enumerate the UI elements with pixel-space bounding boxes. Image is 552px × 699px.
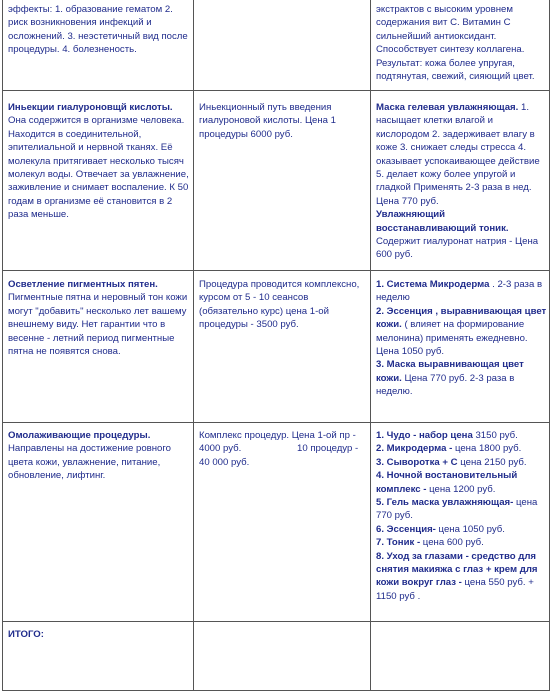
list-item-price: цена 550 руб. + 1150 руб . (376, 577, 534, 602)
row3-col1-cell (8, 429, 190, 619)
list-item (376, 442, 548, 455)
gel-mask-title: Маска гелевая увлажняющая. (376, 102, 519, 113)
list-item-title: 4. Ночной востановительный комплекс - (376, 470, 518, 495)
pigment-item-1-text: . 2-3 раза в неделю (376, 279, 543, 304)
list-item-title: 6. Эссенция- (376, 523, 436, 535)
row0-vitamin-c-text: экстрактов с высоким уровнем содержания вит С. Витамин С сильнейший антиоксидант. Способствует синтезу коллагена. Результат: кожа более упругая, подтянутая, свежий, сияющий цвет. (376, 4, 535, 83)
total-label: ИТОГО: (8, 629, 44, 640)
table-row-divider-2 (2, 270, 550, 271)
list-item-price: цена 2150 руб. (457, 456, 527, 468)
pigment-item-3-title: 3. Маска выравнивающая цвет кожи. (376, 359, 524, 384)
row4-col2-cell (199, 628, 367, 688)
row1-col2-cell (199, 101, 367, 267)
row2-col3-cell (376, 278, 548, 420)
anti-aging-course-price: 40 000 руб. (199, 456, 250, 468)
anti-aging-description: Направлены на достижение ровного цвета кожи, увлажнение, питание, обновление, лифтинг. (8, 443, 172, 482)
anti-aging-procedure-line-2 (199, 442, 367, 455)
list-item-price: цена 1800 руб. (452, 443, 522, 455)
anti-aging-title: Омолаживающие процедуры. (8, 430, 151, 441)
table-row-divider-1 (2, 90, 550, 91)
pigment-item-2-text: ( влияет на формирование мелонина) применять ежедневно. Цена 1050 руб. (376, 319, 528, 358)
row1-col1-cell (8, 101, 190, 267)
list-item (376, 496, 548, 523)
list-item-title: 1. Чудо - набор цена (376, 430, 473, 441)
list-item-price: цена 770 руб. (376, 497, 538, 522)
list-item-title: 3. Сыворотка + С (376, 456, 458, 468)
anti-aging-product-list (376, 429, 548, 603)
list-item-price: 3150 руб. (472, 430, 518, 441)
row0-col3-cell (376, 3, 546, 89)
pigment-spots-title: Осветление пигментных пятен. (8, 279, 158, 290)
list-item-title: 5. Гель маска увлажняющая- (376, 497, 514, 509)
table-border-right (549, 0, 550, 691)
tonic-title: Увлажняющий восстанавливающий тоник. (376, 209, 509, 234)
pigment-item-3 (376, 358, 548, 398)
hyaluronic-injections-description: Она содержится в организме человека. Находится в соединительной, эпителиальной и нервной тканях. Её молекула притягивает несколько тысяч молекул воды. Отвечает за увлажнение, заживление и снимает воспаление. К 50 годам в организме её становится в 2 раза меньше. (8, 115, 189, 221)
row4-col3-cell (376, 628, 548, 688)
anti-aging-single-price: 4000 руб. (199, 443, 242, 455)
list-item-title: 7. Тоник - (376, 537, 421, 549)
gel-mask-paragraph (376, 101, 548, 208)
table-border-col1 (193, 0, 194, 691)
table-row-divider-3 (2, 422, 550, 423)
table-border-col2 (370, 0, 371, 691)
pigment-item-2-title: 2. Эссенция , выравнивающая цвет кожи. (376, 305, 547, 331)
pigment-item-2 (376, 305, 548, 359)
list-item-price: цена 1200 руб. (426, 483, 496, 495)
list-item-price: цена 1050 руб. (435, 523, 505, 535)
table-border-left (2, 0, 3, 691)
list-item-price: цена 600 руб. (420, 537, 484, 549)
pigment-item-1 (376, 278, 548, 305)
row4-col1-cell (8, 628, 190, 688)
row0-side-effects-text: эффекты: 1. образование гематом 2. риск возникновения инфекций и осложнений. 3. неэстетичный вид после процедуры. 4. болезненость. (8, 4, 188, 56)
list-item (376, 536, 548, 549)
tonic-paragraph (376, 208, 548, 262)
hyaluronic-injections-title: Иньекции гиалуроновщй кислоты. (8, 102, 173, 113)
list-item (376, 429, 548, 442)
row0-col1-cell (8, 3, 188, 89)
table-row-divider-4 (2, 621, 550, 622)
pigment-item-1-title: 1. Система Микродерма (376, 279, 490, 290)
row3-col3-cell (376, 429, 548, 619)
pigment-item-3-text: Цена 770 руб. 2-3 раза в неделю. (376, 372, 515, 398)
anti-aging-procedure-line-1: Комплекс процедур. Цена 1-ой пр - (199, 430, 356, 441)
row3-col2-cell (199, 429, 367, 619)
anti-aging-course-label: 10 процедур - (297, 443, 359, 455)
gel-mask-description: 1. насыщает клетки влагой и кислородом 2. задерживает влагу в коже 3. снижает следы стресса 4. оказывает успокаивающее действие 5. делает кожу более упругой и гладкой Применять 2-3 раза в нед. Цена 770 руб. (376, 102, 540, 207)
hyaluronic-procedure-text: Иньекционный путь введения гиалуроновой кислоты. Цена 1 процедуры 6000 руб. (199, 102, 337, 140)
row2-col1-cell (8, 278, 190, 420)
pigment-procedure-text: Процедура проводится комплексно, курсом от 5 - 10 сеансов (обязательно курс) цена 1-ой процедуры - 3500 руб. (199, 279, 360, 331)
list-item (376, 550, 548, 604)
row0-col2-cell (199, 3, 367, 89)
table-border-bottom (2, 690, 550, 691)
tonic-description: Содержит гиалуронат натрия - Цена 600 руб. (376, 236, 539, 261)
row1-col3-cell (376, 101, 548, 267)
list-item (376, 523, 548, 536)
list-item-title: 8. Уход за глазами - средство для снятия макияжа с глаз + крем для кожи вокруг глаз - (376, 550, 538, 589)
list-item-title: 2. Микродерма - (376, 443, 453, 455)
row2-col2-cell (199, 278, 367, 420)
list-item (376, 456, 548, 469)
pigment-spots-description: Пигментные пятна и неровный тон кожи могут "добавить" несколько лет вашему внешнему виду. Нет гарантии что в весенне - летний период пигментные пятна не появятся снова. (8, 292, 188, 358)
list-item (376, 469, 548, 496)
